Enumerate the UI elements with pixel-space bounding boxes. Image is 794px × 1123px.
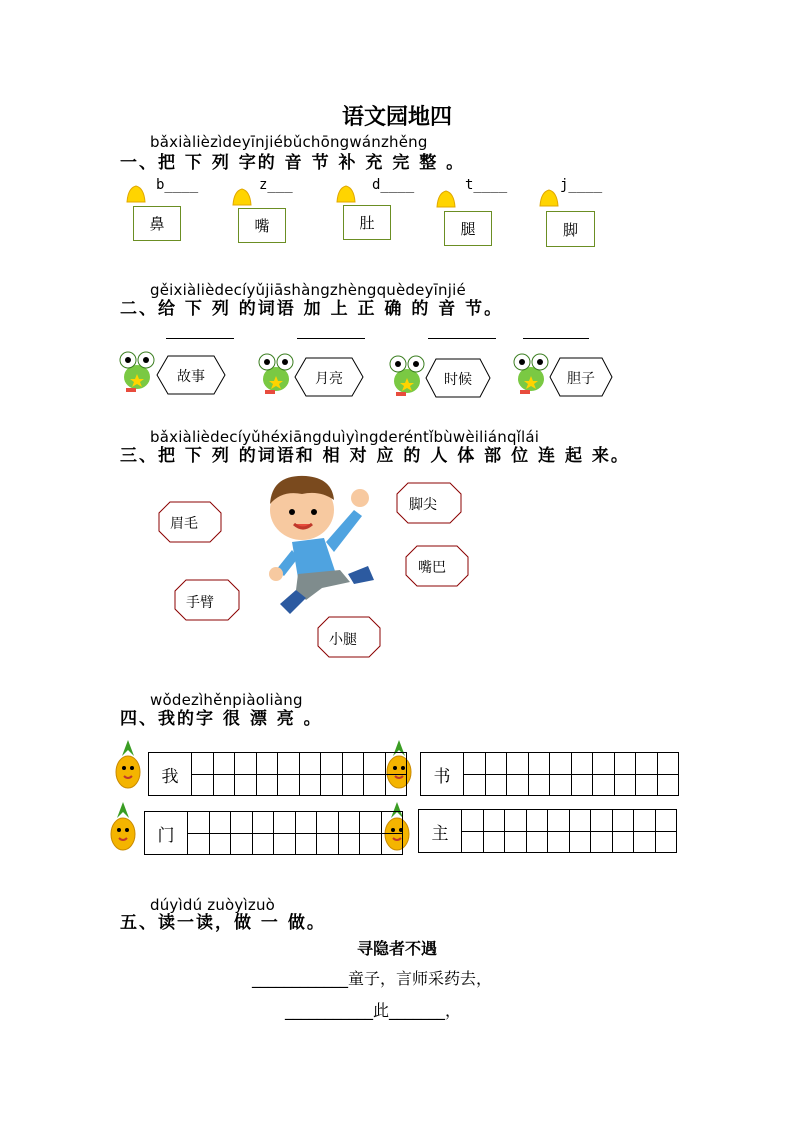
practice-cell[interactable] [277, 752, 321, 796]
char-label: 鼻 [149, 215, 165, 233]
frog-icon [255, 352, 297, 396]
practice-cell[interactable] [592, 752, 636, 796]
example-char: 书 [433, 766, 451, 787]
char-box [238, 208, 286, 243]
pineapple-icon [112, 738, 144, 794]
writing-grid [144, 811, 403, 855]
practice-cell[interactable] [191, 752, 235, 796]
section1-pinyin: bǎxiàlièzìdeyīnjiébǔchōngwánzhěng [150, 133, 428, 151]
char-label: 脚 [562, 220, 578, 239]
word-label: 胆子 [567, 371, 595, 387]
practice-cell[interactable] [234, 752, 278, 796]
answer-line[interactable] [523, 338, 589, 339]
banana-icon [230, 187, 254, 209]
frog-icon [386, 354, 428, 398]
example-cell [144, 811, 188, 855]
section3-pinyin: bǎxiàlièdecíyǔhéxiāngduìyìngderéntǐbùwèiliánqǐlái [150, 428, 540, 446]
frog-icon [116, 350, 158, 394]
banana-icon [434, 189, 458, 211]
practice-cell[interactable] [635, 752, 679, 796]
word-label: 故事 [177, 369, 205, 385]
example-char: 我 [161, 766, 179, 787]
section4-heading: 四、我的字 很 漂 亮 。 [120, 709, 323, 729]
initial-blank[interactable]: b____ [156, 177, 199, 193]
char-label: 嘴 [254, 217, 270, 235]
word-label: 嘴巴 [418, 560, 446, 576]
writing-grid [148, 752, 407, 796]
frog-icon [510, 352, 552, 396]
word-label: 月亮 [315, 371, 343, 387]
answer-line[interactable] [166, 338, 234, 339]
practice-cell[interactable] [463, 752, 507, 796]
poem-line-2[interactable]: ___________此_______， [285, 1001, 462, 1020]
char-box [133, 206, 181, 241]
boy-illustration [262, 470, 386, 616]
practice-cell[interactable] [633, 809, 677, 853]
char-box [546, 211, 595, 247]
practice-cell[interactable] [230, 811, 274, 855]
initial-blank[interactable]: t____ [465, 177, 508, 193]
word-label: 脚尖 [409, 497, 437, 513]
char-box [343, 205, 391, 240]
practice-cell[interactable] [363, 752, 407, 796]
initial-blank[interactable]: d____ [372, 177, 415, 193]
word-label: 眉毛 [170, 516, 198, 532]
char-box [444, 211, 492, 246]
writing-grid [418, 809, 677, 853]
practice-cell[interactable] [187, 811, 231, 855]
practice-cell[interactable] [273, 811, 317, 855]
writing-grid [420, 752, 679, 796]
poem-line-1[interactable]: ____________童子，言师采药去， [252, 969, 493, 988]
example-char: 主 [431, 823, 449, 844]
section1-heading: 一、把 下 列 字的 音 节 补 充 完 整 。 [120, 153, 466, 173]
practice-cell[interactable] [506, 752, 550, 796]
section5-pinyin: dúyìdú zuòyìzuò [150, 896, 276, 914]
example-cell [420, 752, 464, 796]
practice-cell[interactable] [590, 809, 634, 853]
practice-cell[interactable] [549, 752, 593, 796]
banana-icon [334, 184, 358, 206]
section5-heading: 五、读一读，做 一 做。 [120, 913, 326, 933]
word-label: 小腿 [329, 632, 357, 648]
example-cell [148, 752, 192, 796]
practice-cell[interactable] [504, 809, 548, 853]
section2-pinyin: gěixiàlièdecíyǔjiāshàngzhèngquèdeyīnjié [150, 281, 466, 299]
initial-blank[interactable]: z___ [259, 177, 293, 193]
poem-title: 寻隐者不遇 [356, 939, 437, 958]
section2-heading: 二、给 下 列 的词语 加 上 正 确 的 音 节。 [120, 299, 504, 319]
practice-cell[interactable] [316, 811, 360, 855]
banana-icon [537, 188, 561, 210]
practice-cell[interactable] [461, 809, 505, 853]
example-cell [418, 809, 462, 853]
section4-pinyin: wǒdezìhěnpiàoliàng [150, 691, 303, 709]
answer-line[interactable] [297, 338, 365, 339]
char-label: 腿 [460, 220, 476, 238]
char-label: 肚 [359, 214, 375, 232]
page-title: 语文园地四 [341, 104, 452, 130]
answer-line[interactable] [428, 338, 496, 339]
word-label: 手臂 [186, 595, 214, 611]
practice-cell[interactable] [320, 752, 364, 796]
practice-cell[interactable] [359, 811, 403, 855]
initial-blank[interactable]: j____ [560, 177, 603, 193]
section3-heading: 三、把 下 列 的词语和 相 对 应 的 人 体 部 位 连 起 来。 [120, 446, 630, 466]
banana-icon [124, 184, 148, 206]
practice-cell[interactable] [547, 809, 591, 853]
pineapple-icon [107, 800, 139, 858]
example-char: 门 [157, 825, 175, 846]
word-label: 时候 [444, 372, 472, 388]
